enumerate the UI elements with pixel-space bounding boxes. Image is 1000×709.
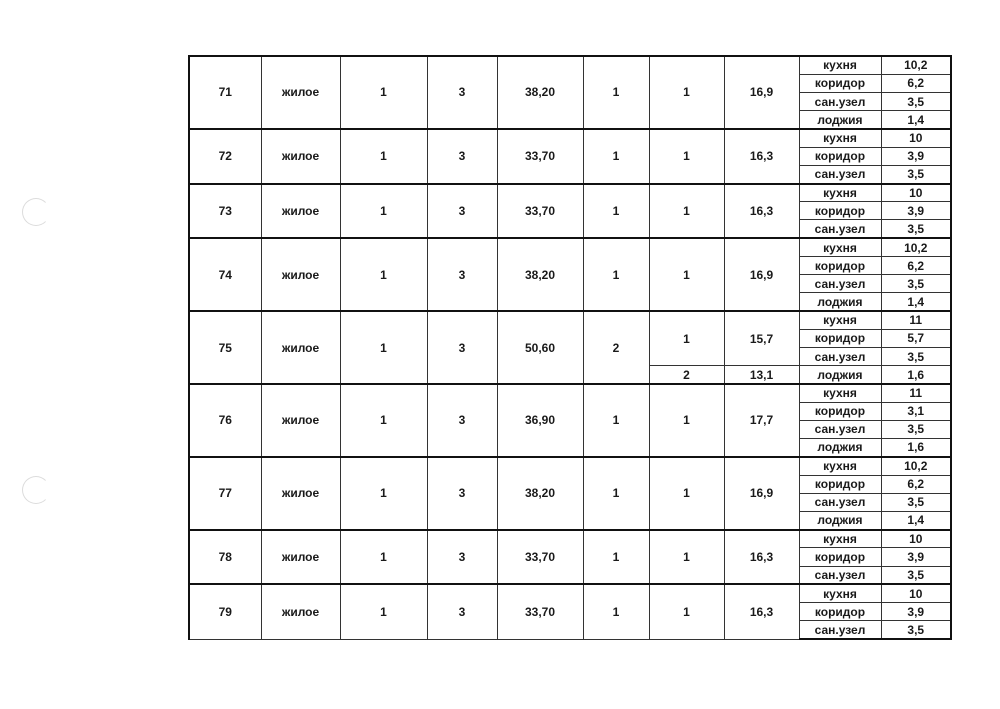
apartment-room-count: 1: [583, 129, 649, 184]
aux-room-name: коридор: [799, 548, 881, 566]
aux-room-name: лоджия: [799, 111, 881, 129]
living-room-area: 16,9: [724, 56, 799, 129]
aux-room-name: сан.узел: [799, 566, 881, 584]
living-room-area: 16,3: [724, 530, 799, 585]
apartment-col4: 3: [427, 184, 497, 239]
apartment-col3: 1: [340, 56, 427, 129]
apartment-type: жилое: [261, 129, 340, 184]
aux-room-name: сан.узел: [799, 92, 881, 110]
apartment-col3: 1: [340, 457, 427, 530]
apartment-type: жилое: [261, 384, 340, 457]
aux-room-name: коридор: [799, 402, 881, 420]
punch-hole: [22, 198, 50, 226]
aux-room-name: сан.узел: [799, 165, 881, 183]
aux-room-area: 10: [881, 129, 951, 147]
apartment-number: 76: [189, 384, 261, 457]
aux-room-area: 3,9: [881, 603, 951, 621]
apartment-total-area: 33,70: [497, 129, 583, 184]
apartment-total-area: 38,20: [497, 238, 583, 311]
apartment-number: 75: [189, 311, 261, 384]
apartment-col4: 3: [427, 129, 497, 184]
aux-room-area: 3,5: [881, 493, 951, 511]
aux-room-area: 3,5: [881, 165, 951, 183]
living-room-area: 16,3: [724, 129, 799, 184]
apartment-total-area: 33,70: [497, 184, 583, 239]
apartment-room-count: 2: [583, 311, 649, 384]
apartment-type: жилое: [261, 56, 340, 129]
aux-room-name: лоджия: [799, 511, 881, 529]
apartment-col3: 1: [340, 384, 427, 457]
aux-room-area: 1,4: [881, 511, 951, 529]
apartment-total-area: 36,90: [497, 384, 583, 457]
apartment-col4: 3: [427, 384, 497, 457]
aux-room-name: лоджия: [799, 293, 881, 311]
aux-room-area: 3,5: [881, 275, 951, 293]
aux-room-area: 1,6: [881, 366, 951, 384]
apartment-room-count: 1: [583, 530, 649, 585]
apartment-col3: 1: [340, 311, 427, 384]
living-room-area: 17,7: [724, 384, 799, 457]
aux-room-area: 3,5: [881, 92, 951, 110]
aux-room-name: коридор: [799, 74, 881, 92]
apartment-col4: 3: [427, 530, 497, 585]
living-room-index: 1: [649, 384, 724, 457]
living-room-area: 16,9: [724, 457, 799, 530]
aux-room-area: 10,2: [881, 457, 951, 475]
living-room-area: 16,3: [724, 584, 799, 639]
aux-room-area: 3,9: [881, 202, 951, 220]
living-room-area: 15,7: [724, 311, 799, 366]
aux-room-name: кухня: [799, 129, 881, 147]
aux-room-name: кухня: [799, 56, 881, 74]
aux-room-name: коридор: [799, 147, 881, 165]
living-room-index: 2: [649, 366, 724, 384]
living-room-area: 16,9: [724, 238, 799, 311]
apartment-col3: 1: [340, 584, 427, 639]
apartment-col3: 1: [340, 530, 427, 585]
apartment-total-area: 50,60: [497, 311, 583, 384]
aux-room-area: 10,2: [881, 56, 951, 74]
table-row: [189, 584, 951, 602]
apartment-type: жилое: [261, 238, 340, 311]
aux-room-name: кухня: [799, 311, 881, 329]
living-room-index: 1: [649, 184, 724, 239]
apartment-number: 79: [189, 584, 261, 639]
aux-room-area: 3,9: [881, 147, 951, 165]
apartment-type: жилое: [261, 530, 340, 585]
aux-room-area: 11: [881, 311, 951, 329]
apartment-room-count: 1: [583, 457, 649, 530]
living-room-area: 13,1: [724, 366, 799, 384]
aux-room-name: коридор: [799, 475, 881, 493]
aux-room-area: 3,5: [881, 420, 951, 438]
aux-room-area: 6,2: [881, 74, 951, 92]
apartment-col3: 1: [340, 129, 427, 184]
aux-room-name: кухня: [799, 457, 881, 475]
aux-room-name: сан.узел: [799, 493, 881, 511]
table-row: [189, 311, 951, 329]
apartment-col4: 3: [427, 457, 497, 530]
aux-room-area: 3,5: [881, 621, 951, 639]
apartment-total-area: 38,20: [497, 457, 583, 530]
apartment-col3: 1: [340, 184, 427, 239]
punch-hole: [22, 476, 50, 504]
apartment-total-area: 33,70: [497, 530, 583, 585]
aux-room-area: 6,2: [881, 475, 951, 493]
apartment-total-area: 38,20: [497, 56, 583, 129]
apartment-number: 78: [189, 530, 261, 585]
living-room-index: 1: [649, 530, 724, 585]
aux-room-area: 10: [881, 530, 951, 548]
table-row: [189, 530, 951, 548]
apartment-total-area: 33,70: [497, 584, 583, 639]
aux-room-area: 1,4: [881, 293, 951, 311]
aux-room-area: 1,6: [881, 439, 951, 457]
aux-room-name: сан.узел: [799, 621, 881, 639]
aux-room-area: 6,2: [881, 256, 951, 274]
apartment-type: жилое: [261, 457, 340, 530]
aux-room-area: 3,5: [881, 566, 951, 584]
living-room-index: 1: [649, 129, 724, 184]
apartment-col4: 3: [427, 311, 497, 384]
aux-room-area: 1,4: [881, 111, 951, 129]
aux-room-name: коридор: [799, 202, 881, 220]
aux-room-name: лоджия: [799, 366, 881, 384]
aux-room-name: кухня: [799, 584, 881, 602]
aux-room-name: сан.узел: [799, 348, 881, 366]
aux-room-area: 10,2: [881, 238, 951, 256]
aux-room-name: коридор: [799, 256, 881, 274]
apartment-number: 77: [189, 457, 261, 530]
table-row: [189, 384, 951, 402]
living-room-index: 1: [649, 584, 724, 639]
table-row: [189, 457, 951, 475]
aux-room-name: кухня: [799, 238, 881, 256]
aux-room-area: 3,9: [881, 548, 951, 566]
apartments-table: [188, 55, 952, 640]
living-room-index: 1: [649, 238, 724, 311]
living-room-index: 1: [649, 457, 724, 530]
aux-room-name: кухня: [799, 184, 881, 202]
aux-room-name: кухня: [799, 530, 881, 548]
apartment-number: 71: [189, 56, 261, 129]
aux-room-name: сан.узел: [799, 275, 881, 293]
binder-holes: [10, 0, 50, 709]
aux-room-name: сан.узел: [799, 420, 881, 438]
apartment-col3: 1: [340, 238, 427, 311]
apartment-room-count: 1: [583, 584, 649, 639]
apartment-room-count: 1: [583, 56, 649, 129]
aux-room-name: коридор: [799, 603, 881, 621]
apartment-type: жилое: [261, 311, 340, 384]
aux-room-area: 11: [881, 384, 951, 402]
apartment-col4: 3: [427, 56, 497, 129]
aux-room-area: 5,7: [881, 329, 951, 347]
apartment-room-count: 1: [583, 184, 649, 239]
aux-room-area: 3,1: [881, 402, 951, 420]
aux-room-area: 3,5: [881, 348, 951, 366]
apartment-col4: 3: [427, 584, 497, 639]
apartment-col4: 3: [427, 238, 497, 311]
apartment-number: 72: [189, 129, 261, 184]
living-room-area: 16,3: [724, 184, 799, 239]
table-row: [189, 184, 951, 202]
apartment-type: жилое: [261, 584, 340, 639]
apartment-room-count: 1: [583, 238, 649, 311]
aux-room-area: 10: [881, 184, 951, 202]
aux-room-area: 3,5: [881, 220, 951, 238]
aux-room-name: кухня: [799, 384, 881, 402]
table-row: [189, 129, 951, 147]
apartment-number: 73: [189, 184, 261, 239]
living-room-index: 1: [649, 311, 724, 366]
aux-room-name: лоджия: [799, 439, 881, 457]
aux-room-name: коридор: [799, 329, 881, 347]
apartment-number: 74: [189, 238, 261, 311]
apartment-type: жилое: [261, 184, 340, 239]
table-row: [189, 238, 951, 256]
aux-room-area: 10: [881, 584, 951, 602]
apartment-room-count: 1: [583, 384, 649, 457]
table-row: [189, 56, 951, 74]
living-room-index: 1: [649, 56, 724, 129]
aux-room-name: сан.узел: [799, 220, 881, 238]
